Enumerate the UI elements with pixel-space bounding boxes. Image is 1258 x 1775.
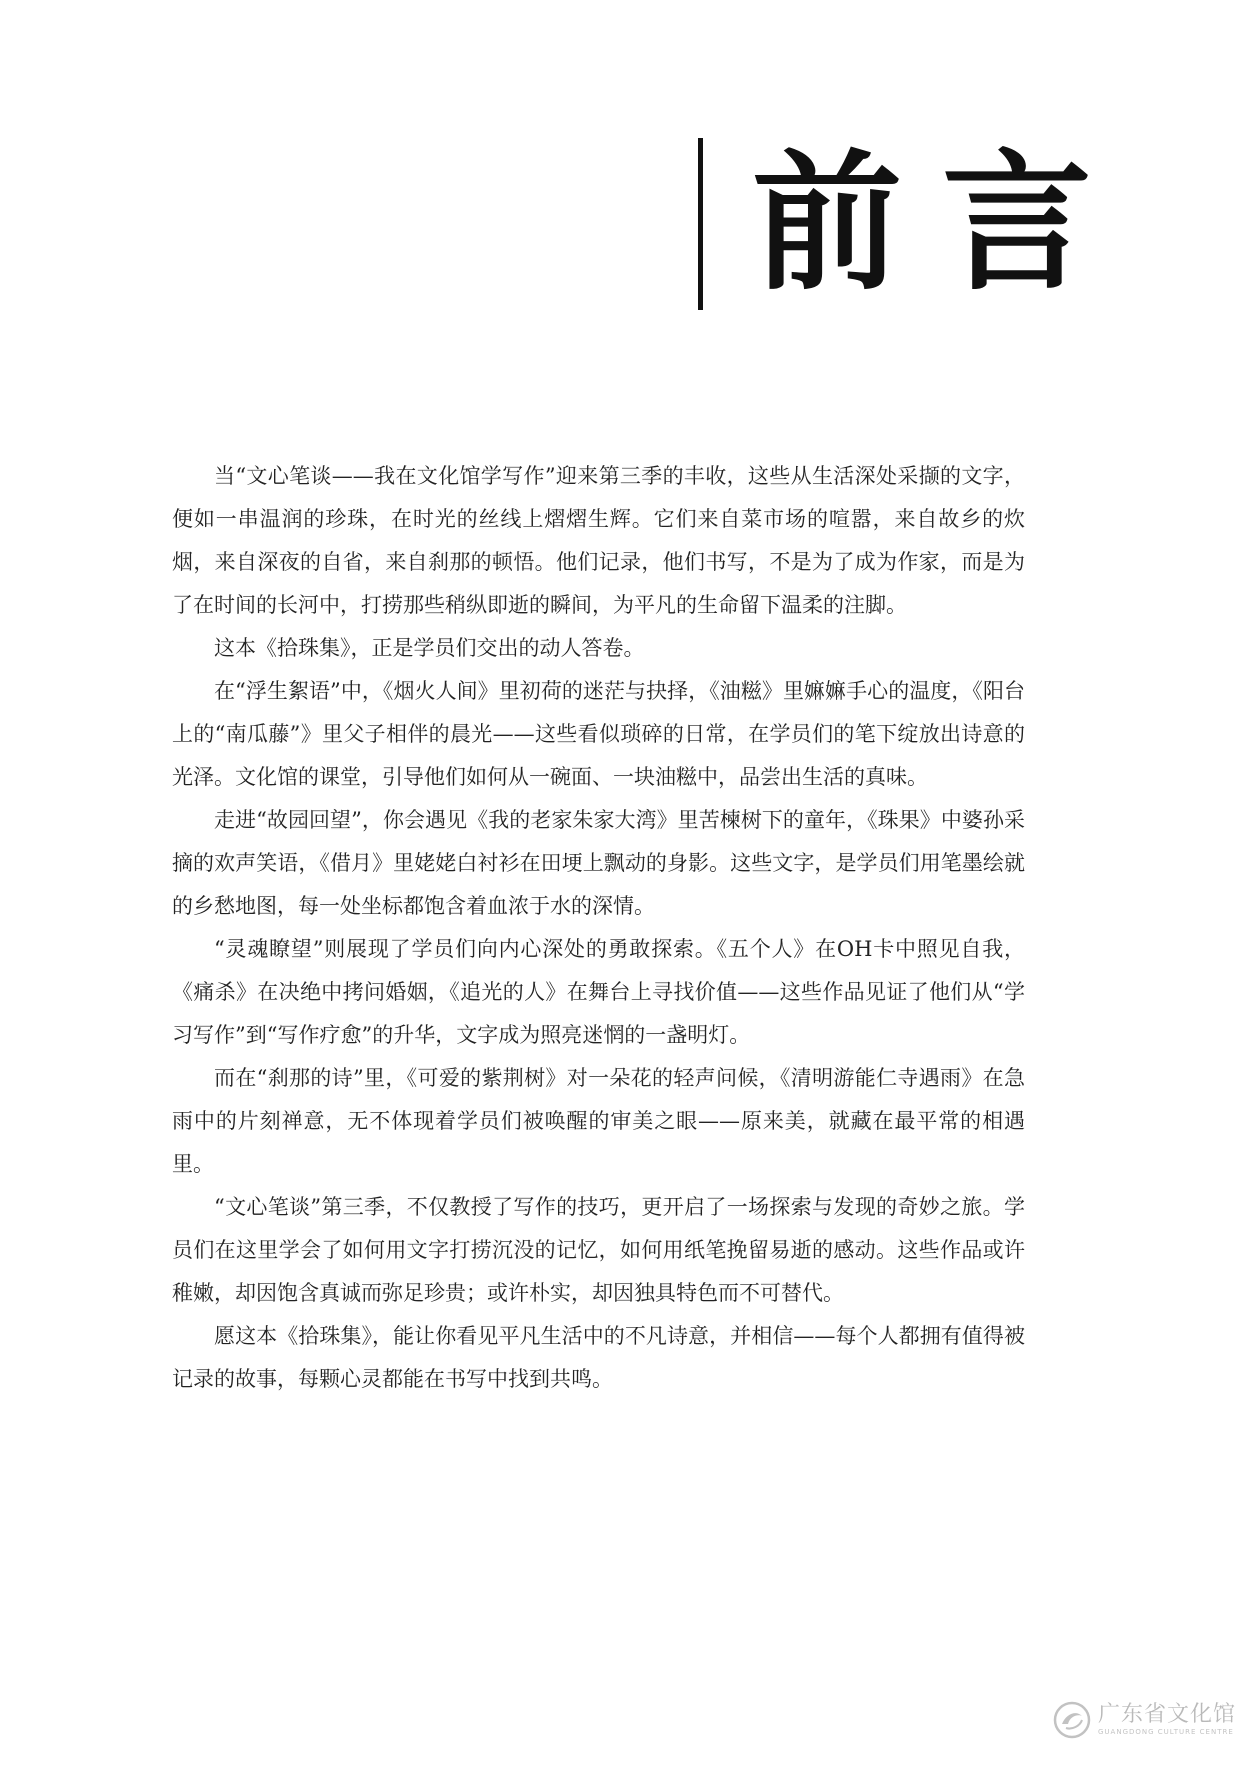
paragraph: 愿这本《拾珠集》，能让你看见平凡生活中的不凡诗意，并相信——每个人都拥有值得被记录的故事，每颗心灵都能在书写中找到共鸣。 (172, 1324, 1025, 1391)
paragraph: 当“文心笔谈——我在文化馆学写作”迎来第三季的丰收，这些从生活深处采撷的文字，便如一串温润的珍珠，在时光的丝线上熠熠生辉。它们来自菜市场的喧嚣，来自故乡的炊烟，来自深夜的自省，来自刹那的顿悟。他们记录，他们书写，不是为了成为作家，而是为了在时间的长河中，打捞那些稍纵即逝的瞬间，为平凡的生命留下温柔的注脚。 (172, 464, 1025, 617)
paragraph: 而在“刹那的诗”里，《可爱的紫荆树》对一朵花的轻声问候，《清明游能仁寺遇雨》在急雨中的片刻禅意，无不体现着学员们被唤醒的审美之眼——原来美，就藏在最平常的相遇里。 (172, 1066, 1025, 1176)
paragraph: “文心笔谈”第三季，不仅教授了写作的技巧，更开启了一场探索与发现的奇妙之旅。学员们在这里学会了如何用文字打捞沉没的记忆，如何用纸笔挽留易逝的感动。这些作品或许稚嫩，却因饱含真诚而弥足珍贵；或许朴实，却因独具特色而不可替代。 (172, 1195, 1025, 1305)
paragraph: 在“浮生絮语”中，《烟火人间》里初荷的迷茫与抉择，《油糍》里嫲嫲手心的温度，《阳台上的“南瓜藤”》里父子相伴的晨光——这些看似琐碎的日常，在学员们的笔下绽放出诗意的光泽。文化馆的课堂，引导他们如何从一碗面、一块油糍中，品尝出生活的真味。 (172, 679, 1025, 789)
page-title: 前言 (752, 135, 1133, 311)
logo-name-en: GUANGDONG CULTURE CENTRE (1098, 1728, 1234, 1736)
logo-text (1098, 1704, 1236, 1736)
paragraph: “灵魂瞭望”则展现了学员们向内心深处的勇敢探索。《五个人》在OH卡中照见自我，《痛杀》在决绝中拷问婚姻，《追光的人》在舞台上寻找价值——这些作品见证了他们从“学习写作”到“写作疗愈”的升华，文字成为照亮迷惘的一盏明灯。 (172, 937, 1025, 1047)
title-accent-bar (698, 138, 703, 310)
publisher-logo (1052, 1700, 1236, 1740)
logo-name-cn: 广东省文化馆 (1098, 1702, 1237, 1727)
preface-body (172, 455, 1025, 1401)
paragraph: 这本《拾珠集》，正是学员们交出的动人答卷。 (214, 636, 645, 660)
paragraph: 走进“故园回望”，你会遇见《我的老家朱家大湾》里苦楝树下的童年，《珠果》中婆孙采摘的欢声笑语，《借月》里姥姥白衬衫在田埂上飘动的身影。这些文字，是学员们用笔墨绘就的乡愁地图，每一处坐标都饱含着血浓于水的深情。 (172, 808, 1025, 918)
culture-centre-logo-icon (1052, 1700, 1092, 1740)
